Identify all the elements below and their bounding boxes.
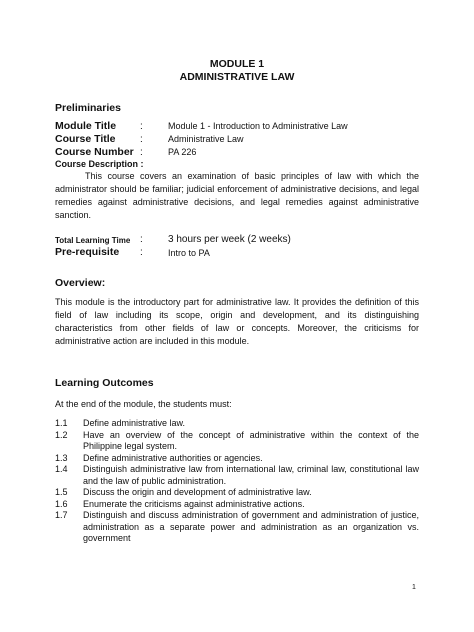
outcome-text: Have an overview of the concept of administrative within the context of the Philippine legal system. <box>83 429 419 451</box>
prerequisite-value: Intro to PA <box>168 248 210 258</box>
list-item <box>55 453 419 465</box>
learning-outcomes-intro: At the end of the module, the students must: <box>55 399 232 409</box>
outcome-text: Discuss the origin and development of administrative law. <box>83 487 312 497</box>
list-item <box>55 510 419 545</box>
course-number-colon: : <box>140 147 143 158</box>
outcome-number: 1.7 <box>55 510 68 520</box>
outcome-number: 1.1 <box>55 418 68 428</box>
module-number: MODULE 1 <box>209 58 265 70</box>
list-item <box>55 487 419 499</box>
total-learning-time-value: 3 hours per week (2 weeks) <box>168 234 291 245</box>
outcome-text: Enumerate the criticisms against administrative actions. <box>83 498 305 509</box>
course-description-text: This course covers an examination of basic principles of law with which the administrator should be familiar; judicial enforcement of administrative decisions, and legal remedies against administrative decisions, and legal remedies against administrative sanction. <box>55 171 419 220</box>
outcome-number: 1.5 <box>55 487 68 497</box>
module-title-colon: : <box>140 121 143 132</box>
list-item <box>55 430 419 453</box>
course-number-label: Course Number <box>55 146 134 158</box>
learning-outcomes-heading: Learning Outcomes <box>55 377 154 389</box>
outcome-text: Define administrative law. <box>83 418 186 428</box>
course-description-label: Course Description : <box>55 159 144 169</box>
module-title-label: Module Title <box>55 120 117 132</box>
preliminaries-heading: Preliminaries <box>55 102 121 114</box>
outcome-text: Define administrative authorities or agencies. <box>83 452 263 463</box>
outcome-number: 1.4 <box>55 464 68 474</box>
total-learning-time-colon: : <box>140 234 143 245</box>
prerequisite-colon: : <box>140 247 143 258</box>
outcome-number: 1.6 <box>55 498 68 509</box>
overview-text: This module is the introductory part for administrative law. It provides the definition of this field of law including its scope, origin and development, and its distinguishing characteristics from other fields of law or concepts. Moreover, the criticisms for administrative action are included in this module. <box>55 297 419 346</box>
list-item <box>55 499 419 511</box>
prerequisite-label: Pre-requisite <box>55 246 120 258</box>
course-number-value: PA 226 <box>168 147 197 157</box>
outcome-number: 1.3 <box>55 452 68 463</box>
overview-heading: Overview: <box>55 277 106 289</box>
total-learning-time-label: Total Learning Time <box>55 236 131 245</box>
outcome-number: 1.2 <box>55 429 68 440</box>
list-item <box>55 418 419 430</box>
module-title-value: Module 1 - Introduction to Administrative Law <box>168 121 348 131</box>
course-title-label: Course Title <box>55 133 116 145</box>
course-title-value: Administrative Law <box>168 134 244 144</box>
list-item <box>55 464 419 487</box>
course-title-colon: : <box>140 134 143 145</box>
outcome-text: Distinguish administrative law from international law, criminal law, constitutional law and the law of public administration. <box>83 464 419 486</box>
outcome-text: Distinguish and discuss administration of government and administration of justice, administration as a separate power and administration as an organization vs. government <box>83 510 419 543</box>
page-number: 1 <box>412 584 416 591</box>
document-title: ADMINISTRATIVE LAW <box>179 71 295 83</box>
learning-outcomes-list <box>55 418 419 545</box>
